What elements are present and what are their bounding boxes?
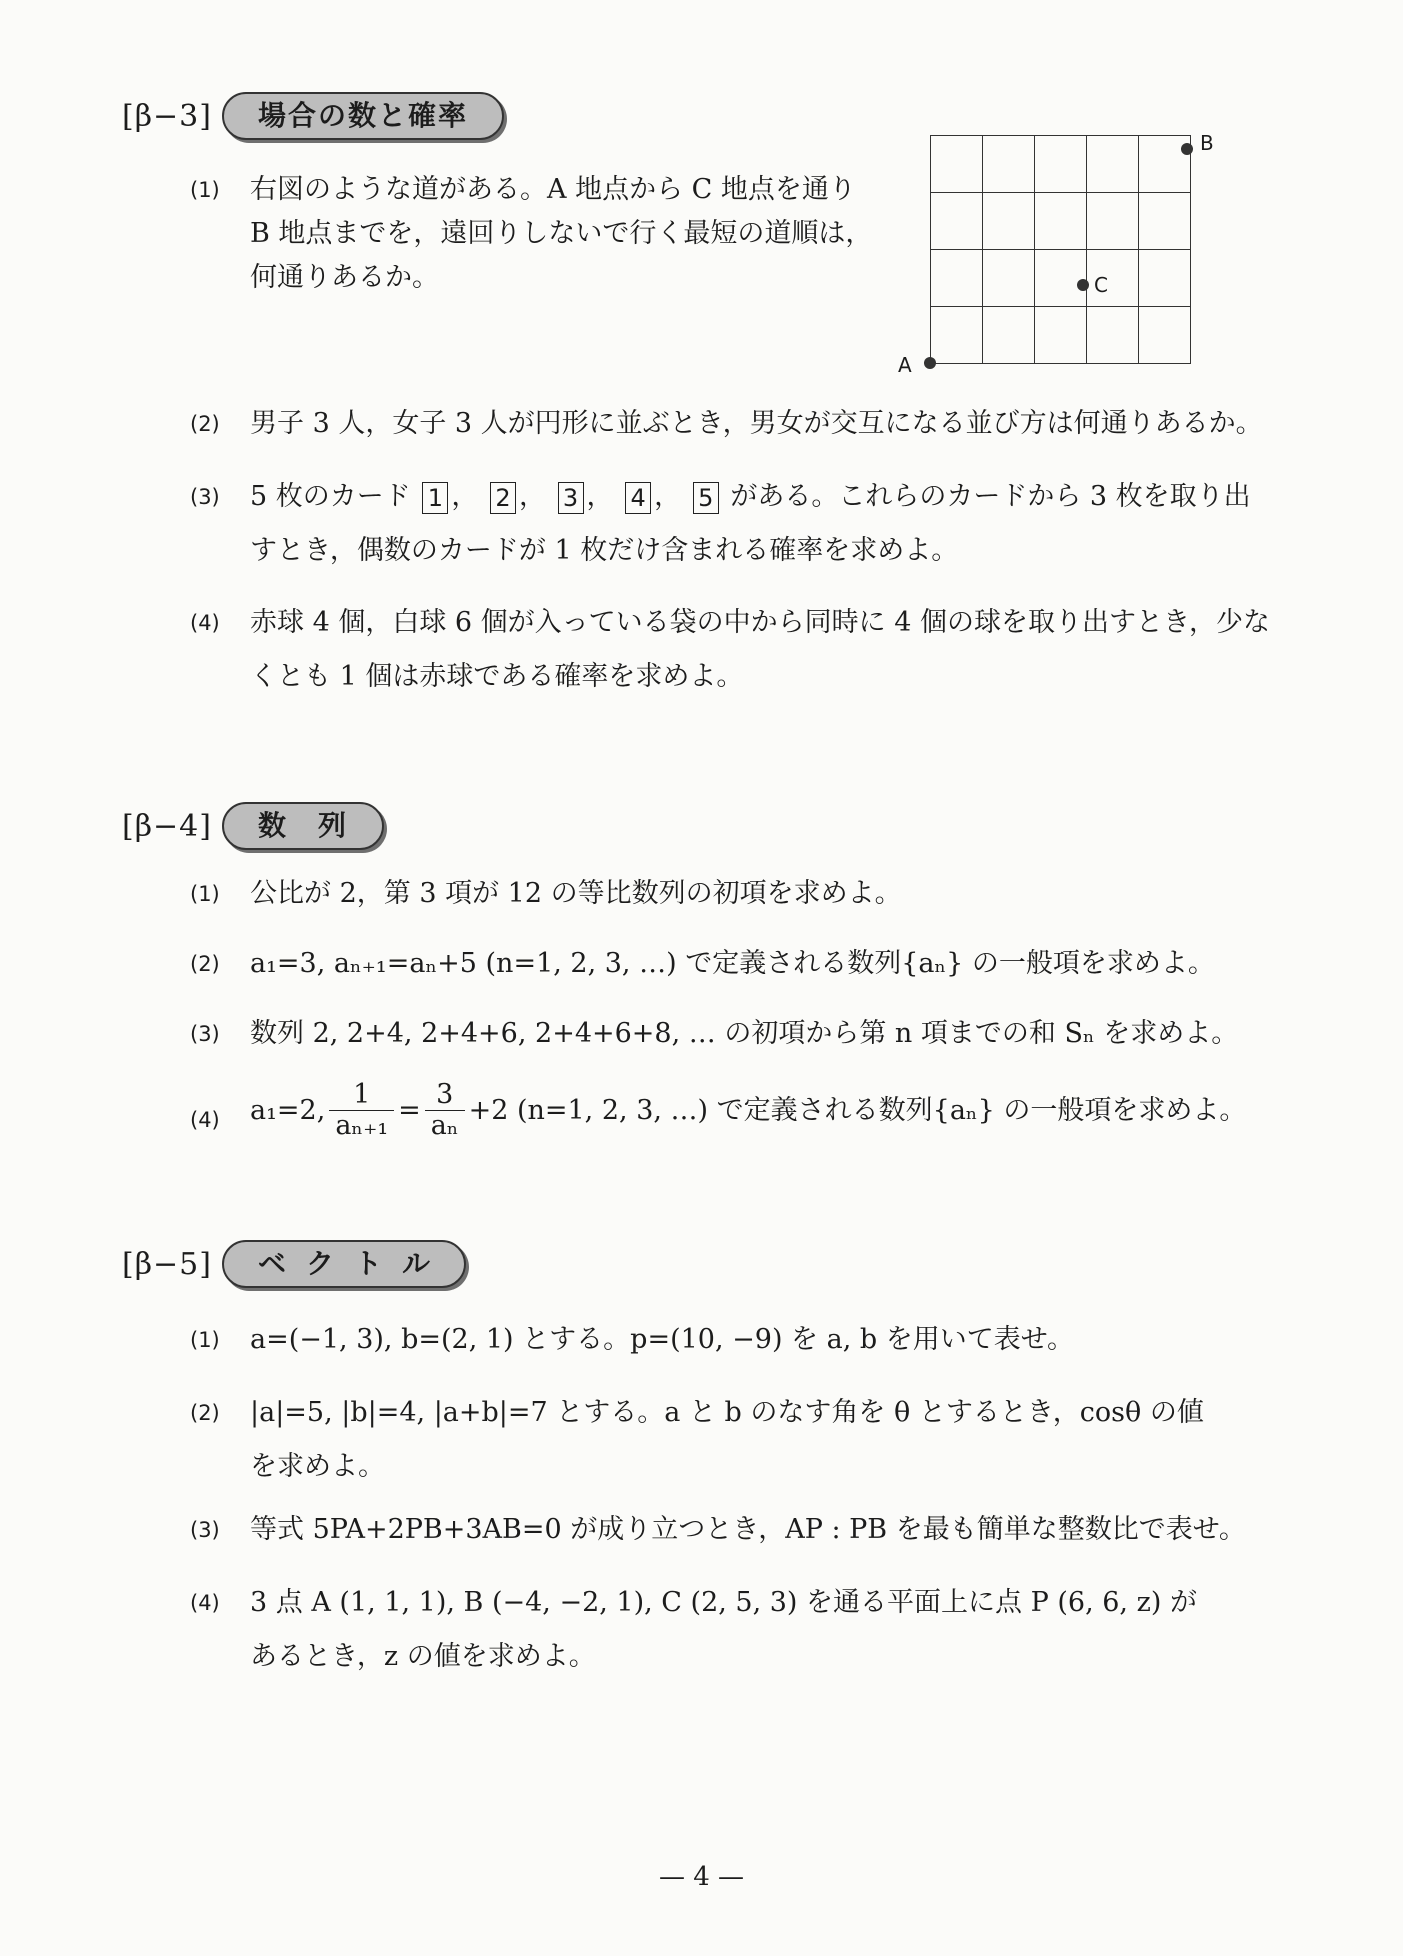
problem-text: くとも 1 個は赤球である確率を求めよ。	[250, 661, 744, 692]
label-b: B	[1200, 131, 1214, 155]
problem-b4-4	[190, 1080, 1290, 1141]
problem-text: 右図のような道がある。A 地点から C 地点を通り	[250, 174, 856, 205]
section-title: ベクトル	[222, 1240, 466, 1288]
problem-text: a₁=2,	[250, 1094, 326, 1126]
problem-text: a=(−1, 3), b=(2, 1) とする。p=(10, −9) を a, b を用いて表せ。	[250, 1324, 1074, 1355]
problem-text: 3 点 A (1, 1, 1), B (−4, −2, 1), C (2, 5, 3) を通る平面上に点 P (6, 6, z) が	[250, 1587, 1197, 1618]
problem-b5-3	[190, 1508, 1290, 1552]
problem-number: (4)	[190, 1591, 220, 1615]
problem-b3-3: (3) 5 枚のカード 1 ， 2 ， 3 ， 4 ， 5 がある。これらのカードから 3 枚を取り出 すとき，偶数のカードが 1 枚だけ含まれる確率を求めよ。	[190, 470, 1290, 578]
grid-cell	[1086, 192, 1139, 250]
section-number: [β−5]	[122, 1246, 212, 1282]
problem-text: 男子 3 人，女子 3 人が円形に並ぶとき，男女が交互になる並び方は何通りあるか。	[250, 408, 1263, 439]
problem-number: (3)	[190, 485, 220, 509]
grid-cell	[982, 192, 1035, 250]
problem-b5-1	[190, 1318, 1290, 1362]
grid-cell	[1086, 135, 1139, 193]
card: 4	[625, 482, 651, 514]
section-title: 数 列	[222, 802, 384, 850]
section-number: [β−4]	[122, 808, 212, 844]
grid-cell	[930, 249, 983, 307]
grid-cell	[1086, 306, 1139, 364]
grid-cell	[1034, 306, 1087, 364]
problem-text: すとき，偶数のカードが 1 枚だけ含まれる確率を求めよ。	[250, 535, 959, 566]
problem-text: 5 枚のカード	[250, 481, 411, 512]
problem-text: 赤球 4 個，白球 6 個が入っている袋の中から同時に 4 個の球を取り出すとき，少な	[250, 607, 1270, 638]
label-c: C	[1094, 273, 1108, 297]
grid-cell	[982, 306, 1035, 364]
problem-b4-1	[190, 872, 1290, 916]
problem-text: あるとき，z の値を求めよ。	[250, 1641, 596, 1672]
card: 5	[693, 482, 719, 514]
problem-number: (3)	[190, 1022, 220, 1046]
problem-b3-2	[190, 402, 1290, 446]
problem-text: を求めよ。	[250, 1451, 385, 1482]
grid-cell	[930, 192, 983, 250]
problem-number: (1)	[190, 1328, 220, 1352]
card: 2	[490, 482, 516, 514]
fraction-denominator: aₙ	[430, 1110, 459, 1141]
problem-number: (1)	[190, 178, 220, 202]
grid-cell	[982, 249, 1035, 307]
point-b-dot	[1181, 143, 1193, 155]
fraction-denominator: aₙ₊₁	[335, 1110, 389, 1141]
problem-text: a₁=3, aₙ₊₁=aₙ+5 (n=1, 2, 3, …) で定義される数列{aₙ} の一般項を求めよ。	[250, 948, 1215, 979]
grid-cell	[982, 135, 1035, 193]
page-number: — 4 —	[658, 1862, 745, 1892]
section-header-b4	[122, 802, 384, 850]
problem-text: B 地点までを，遠回りしないで行く最短の道順は，	[250, 218, 873, 249]
card: 3	[558, 482, 584, 514]
problem-b4-3	[190, 1012, 1290, 1056]
problem-text: 何通りあるか。	[250, 262, 439, 293]
fraction	[425, 1080, 465, 1141]
grid-cell	[1034, 249, 1087, 307]
problem-text: |a|=5, |b|=4, |a+b|=7 とする。a と b のなす角を θ とするとき，cosθ の値	[250, 1397, 1204, 1428]
section-number: [β−3]	[122, 98, 212, 134]
problem-text: 等式 5PA+2PB+3AB=0 が成り立つとき，AP : PB を最も簡単な整数比で表せ。	[250, 1514, 1246, 1545]
section-header-b3	[122, 92, 504, 140]
fraction	[329, 1080, 394, 1141]
problem-b5-4	[190, 1576, 1290, 1684]
problem-text: +2 (n=1, 2, 3, …) で定義される数列{aₙ} の一般項を求めよ。	[468, 1094, 1247, 1126]
problem-number: (1)	[190, 882, 220, 906]
grid-cell	[1138, 192, 1191, 250]
section-title: 場合の数と確率	[222, 92, 504, 140]
fraction-numerator: 1	[329, 1080, 394, 1111]
point-c-dot	[1077, 279, 1089, 291]
problem-text: がある。これらのカードから 3 枚を取り出	[730, 481, 1251, 512]
fraction-numerator: 3	[425, 1080, 465, 1111]
problem-text: 公比が 2，第 3 項が 12 の等比数列の初項を求めよ。	[250, 878, 902, 909]
label-a: A	[898, 353, 912, 377]
point-a-dot	[924, 357, 936, 369]
grid-cell	[930, 135, 983, 193]
equals-sign: =	[398, 1094, 421, 1126]
problem-b3-4	[190, 596, 1290, 704]
road-grid-figure	[898, 131, 1250, 377]
problem-number: (4)	[190, 611, 220, 635]
problem-b5-2	[190, 1386, 1290, 1494]
problem-number: (2)	[190, 412, 220, 436]
problem-number: (4)	[190, 1108, 220, 1132]
problem-number: (2)	[190, 952, 220, 976]
problem-number: (2)	[190, 1401, 220, 1425]
grid-cell	[1034, 192, 1087, 250]
problem-number: (3)	[190, 1518, 220, 1542]
grid-cell	[1138, 306, 1191, 364]
card: 1	[422, 482, 448, 514]
grid-cell	[1034, 135, 1087, 193]
grid-cell	[1138, 249, 1191, 307]
grid-cell	[930, 306, 983, 364]
problem-b4-2	[190, 942, 1290, 986]
problem-text: 数列 2, 2+4, 2+4+6, 2+4+6+8, … の初項から第 n 項までの和 Sₙ を求めよ。	[250, 1018, 1239, 1049]
section-header-b5	[122, 1240, 466, 1288]
